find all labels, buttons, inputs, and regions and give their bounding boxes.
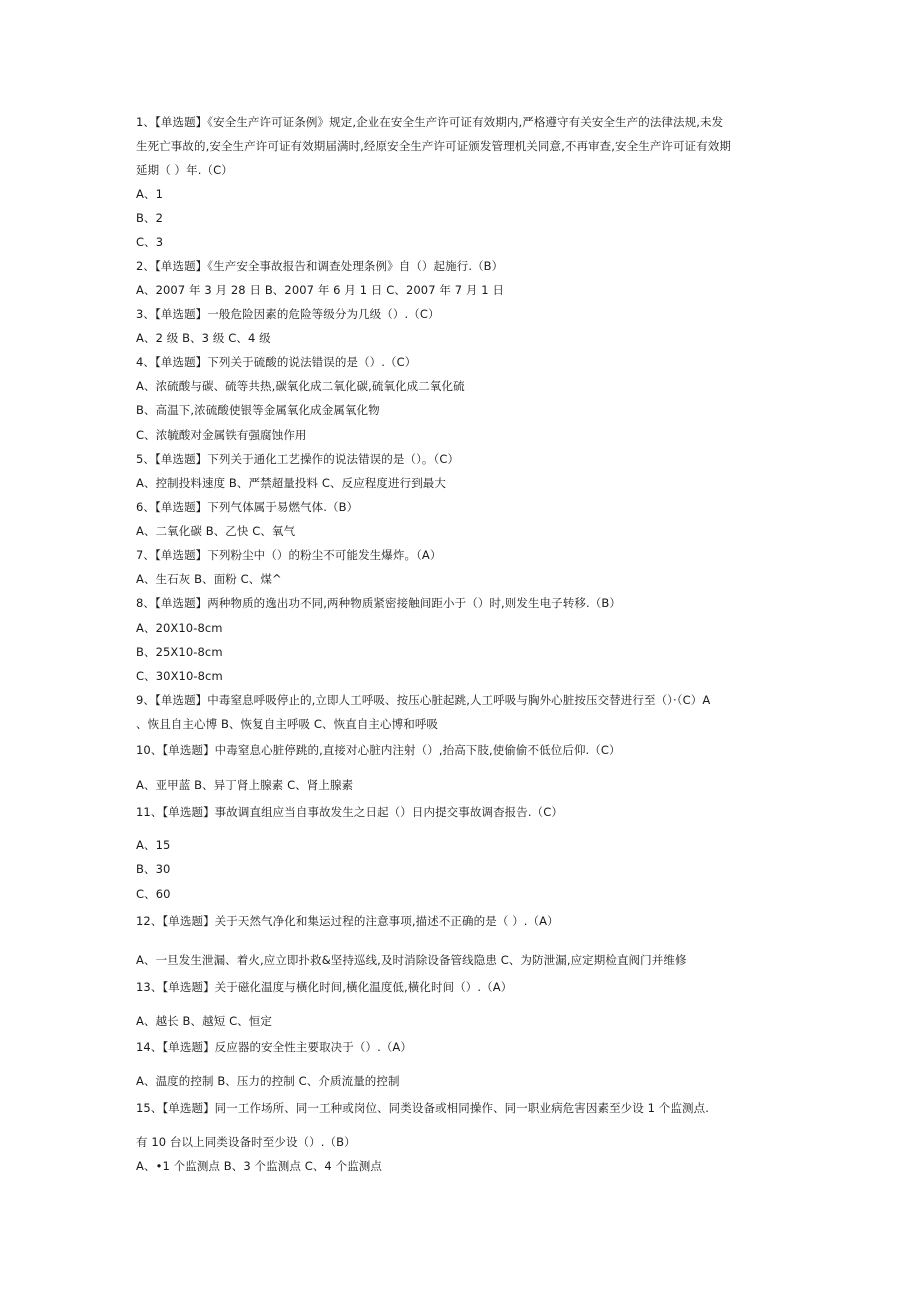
question-7-options: A、生石灰 B、面粉 C、煤^	[136, 572, 282, 586]
question-4-option-b: B、高温下,浓硫酸使银等金属氧化成金属氧化物	[136, 403, 380, 417]
question-14-options: A、温度的控制 B、压力的控制 C、介质流量的控制	[136, 1074, 400, 1088]
question-5-text: 5、【单选题】下列关于通化工艺操作的说法错误的是（）。（C）	[136, 452, 460, 466]
question-14-text: 14、【单选题】反应器的安全性主要取决于（）.（A）	[136, 1040, 413, 1054]
question-15-text-line-2: 有 10 台以上同类设备时至少设（）.（B）	[136, 1135, 356, 1149]
question-15-text-line-1: 15、【单选题】同一工作场所、同一工种或岗位、同类设备或相同操作、同一职业病危害因素至少设 1 个监测点.	[136, 1101, 709, 1115]
question-1-text-line-1: 1、【单选题】《安全生产许可证条例》规定,企业在安全生产许可证有效期内,严格遵守有关安全生产的法律法规,未发	[136, 115, 724, 129]
question-6-options: A、二氧化碳 B、乙快 C、氧气	[136, 524, 296, 538]
question-1-text-line-2: 生死亡事故的,安全生产许可证有效期届满时,经原安全生产许可证颁发管理机关同意,不再审查,安全生产许可证有效期	[136, 139, 732, 153]
question-8-option-c: C、30X10-8cm	[136, 669, 223, 683]
question-4-text: 4、【单选题】下列关于硫酸的说法错误的是（）.（C）	[136, 355, 417, 369]
question-1-option-b: B、2	[136, 211, 164, 225]
question-2-text: 2、【单选题】《生产安全事故报告和调查处理条例》自（）起施行.（B）	[136, 259, 504, 273]
question-8-option-a: A、20X10-8cm	[136, 621, 223, 635]
question-10-options: A、亚甲蓝 B、异丁肾上腺素 C、肾上腺素	[136, 778, 354, 792]
question-7-text: 7、【单选题】下列粉尘中（）的粉尘不可能发生爆炸。（A）	[136, 548, 442, 562]
question-13-text: 13、【单选题】关于磁化温度与橫化时间,橫化温度低,橫化时间（）.（A）	[136, 980, 513, 994]
question-6-text: 6、【单选题】下列气体属于易燃气体.（B）	[136, 500, 359, 514]
question-9-options: 、恢且自主心博 B、恢复自主呼吸 C、恢直自主心博和呼吸	[136, 717, 439, 731]
question-2-options: A、2007 年 3 月 28 日 B、2007 年 6 月 1 日 C、2007 年 7 月 1 日	[136, 283, 505, 297]
question-1-text-line-3: 延期（ ）年.（C）	[136, 163, 233, 177]
question-4-option-a: A、浓硫酸与碳、硫等共热,碳氧化成二氧化碳,硫氧化成二氧化硫	[136, 379, 465, 393]
question-12-text: 12、【单选题】关于天然气净化和集运过程的注意事项,描述不正确的是（ ）.（A）	[136, 914, 559, 928]
question-11-text: 11、【单选题】事故调直组应当自事故发生之日起（）日内提交事故调杳报告.（C）	[136, 805, 563, 819]
question-11-option-a: A、15	[136, 838, 171, 852]
question-9-text: 9、【单选题】中毒窒息呼吸停止的,立即人工呼吸、按压心脏起跳,人工呼吸与胸外心脏按压交替进行至（）·（C）A	[136, 693, 711, 707]
question-15-options: A、•1 个监测点 B、3 个监测点 C、4 个监测点	[136, 1159, 382, 1173]
question-3-options: A、2 级 B、3 级 C、4 级	[136, 331, 271, 345]
question-3-text: 3、【单选题】一般危险因素的危险等级分为几级（）.（C）	[136, 307, 440, 321]
question-10-text: 10、【单选题】中毒窒息心脏停跳的,直接对心脏内注射（）,抬高下肢,使偷偷不低位后仰.（C）	[136, 743, 621, 757]
question-5-options: A、控制投料速度 B、严禁超量投料 C、反应程度进行到最大	[136, 476, 446, 490]
question-13-options: A、越长 B、越短 C、恒定	[136, 1014, 272, 1028]
question-11-option-c: C、60	[136, 887, 171, 901]
question-12-options: A、一旦发生泄漏、着火,应立即扑救&坚持巡线,及时消除设备管线隐患 C、为防泄漏,应定期检直阀门并维修	[136, 953, 687, 967]
question-1-option-a: A、1	[136, 187, 163, 201]
question-1-option-c: C、3	[136, 235, 164, 249]
question-8-text: 8、【单选题】两种物质的逸出功不同,两种物质紧密接触间距小于（）时,则发生电子转移.（B）	[136, 596, 621, 610]
question-11-option-b: B、30	[136, 862, 171, 876]
question-4-option-c: C、浓毓酸对金属铁有强腐蚀作用	[136, 428, 307, 442]
question-8-option-b: B、25X10-8cm	[136, 645, 223, 659]
